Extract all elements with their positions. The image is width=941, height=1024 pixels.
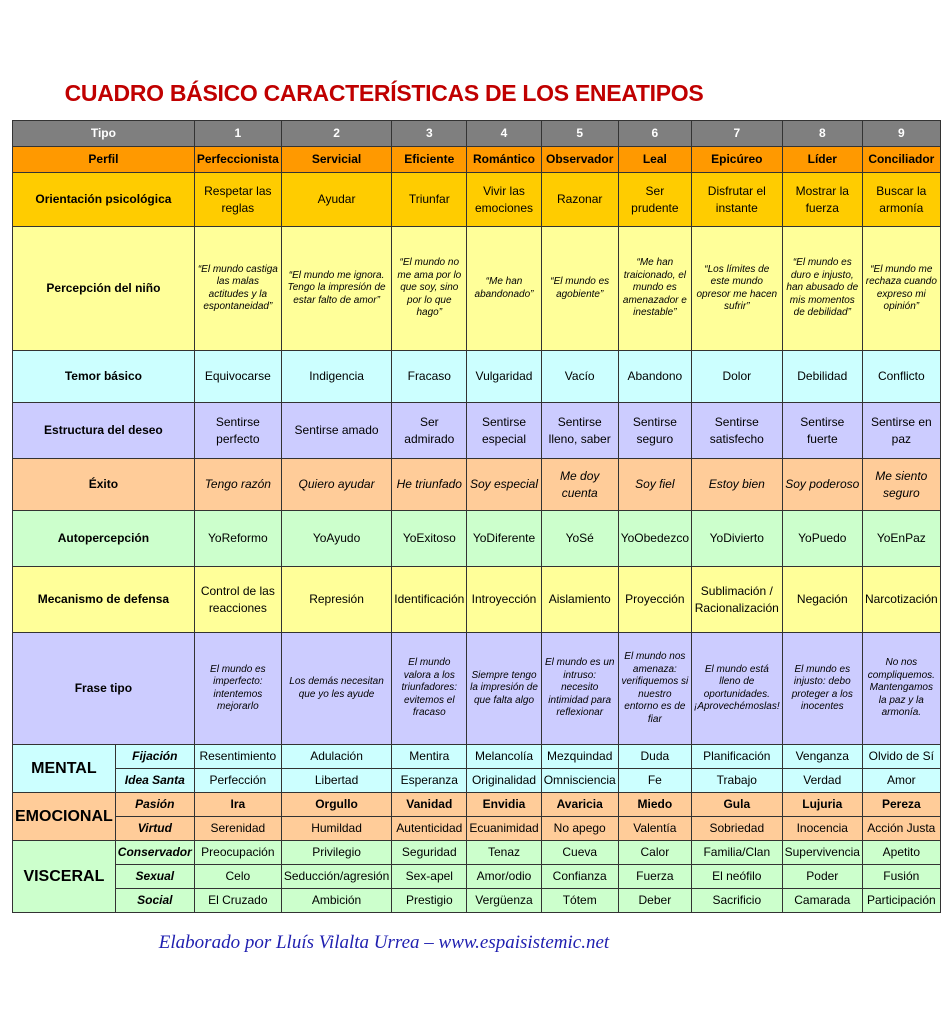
cell-estructura-deseo-type-2: Sentirse amado: [281, 403, 391, 459]
cell-mecanismo-defensa-type-6: Proyección: [618, 567, 691, 633]
cell-perfil-type-7: Epicúreo: [692, 147, 783, 173]
cell-mecanismo-defensa-type-4: Introyección: [467, 567, 541, 633]
cell-visceral-3-type-2: Ambición: [281, 889, 391, 913]
row-label-tipo: Tipo: [13, 121, 195, 147]
cell-percepcion-nino-type-3: “El mundo no me ama por lo que soy, sino por lo que hago”: [392, 227, 467, 351]
cell-emocional-2-type-5: No apego: [541, 817, 618, 841]
cell-mecanismo-defensa-type-2: Represión: [281, 567, 391, 633]
cell-visceral-3-type-9: Participación: [862, 889, 940, 913]
cell-mental-2-type-8: Verdad: [782, 769, 862, 793]
cell-exito-type-7: Estoy bien: [692, 459, 783, 511]
cell-tipo-type-5: 5: [541, 121, 618, 147]
row-mental-2: [13, 769, 941, 793]
cell-visceral-3-type-6: Deber: [618, 889, 691, 913]
cell-exito-type-1: Tengo razón: [194, 459, 281, 511]
cell-visceral-2-type-4: Amor/odio: [467, 865, 541, 889]
cell-perfil-type-4: Romántico: [467, 147, 541, 173]
row-exito: [13, 459, 941, 511]
cell-exito-type-8: Soy poderoso: [782, 459, 862, 511]
sub-label-visceral-2: Sexual: [115, 865, 194, 889]
document-title: CUADRO BÁSICO CARACTERÍSTICAS DE LOS ENEATIPOS: [64, 80, 704, 106]
eneatipos-table: [12, 120, 941, 913]
cell-emocional-1-type-7: Gula: [692, 793, 783, 817]
cell-autopercepcion-type-9: YoEnPaz: [862, 511, 940, 567]
author-credit: Elaborado por Lluís Vilalta Urrea – www.espaisistemic.net: [158, 932, 610, 953]
cell-visceral-1-type-5: Cueva: [541, 841, 618, 865]
cell-orientacion-type-5: Razonar: [541, 173, 618, 227]
cell-autopercepcion-type-2: YoAyudo: [281, 511, 391, 567]
row-visceral-3: [13, 889, 941, 913]
cell-perfil-type-1: Perfeccionista: [194, 147, 281, 173]
cell-percepcion-nino-type-7: “Los límites de este mundo opresor me hacen sufrir”: [692, 227, 783, 351]
cell-frase-tipo-type-8: El mundo es injusto: debo proteger a los inocentes: [782, 633, 862, 745]
cell-temor-basico-type-8: Debilidad: [782, 351, 862, 403]
cell-temor-basico-type-1: Equivocarse: [194, 351, 281, 403]
row-label-frase-tipo: Frase tipo: [13, 633, 195, 745]
cell-temor-basico-type-5: Vacío: [541, 351, 618, 403]
cell-tipo-type-7: 7: [692, 121, 783, 147]
cell-mental-2-type-7: Trabajo: [692, 769, 783, 793]
sub-label-visceral-3: Social: [115, 889, 194, 913]
cell-mental-2-type-6: Fe: [618, 769, 691, 793]
cell-percepcion-nino-type-2: “El mundo me ignora. Tengo la impresión de estar falto de amor”: [281, 227, 391, 351]
cell-visceral-3-type-5: Tótem: [541, 889, 618, 913]
cell-perfil-type-9: Conciliador: [862, 147, 940, 173]
cell-exito-type-3: He triunfado: [392, 459, 467, 511]
cell-mecanismo-defensa-type-9: Narcotización: [862, 567, 940, 633]
cell-mental-2-type-9: Amor: [862, 769, 940, 793]
cell-exito-type-2: Quiero ayudar: [281, 459, 391, 511]
sub-label-emocional-1: Pasión: [115, 793, 194, 817]
cell-estructura-deseo-type-8: Sentirse fuerte: [782, 403, 862, 459]
cell-emocional-1-type-8: Lujuria: [782, 793, 862, 817]
row-autopercepcion: [13, 511, 941, 567]
row-visceral-1: [13, 841, 941, 865]
cell-visceral-2-type-5: Confianza: [541, 865, 618, 889]
cell-tipo-type-3: 3: [392, 121, 467, 147]
row-emocional-1: [13, 793, 941, 817]
cell-orientacion-type-8: Mostrar la fuerza: [782, 173, 862, 227]
row-label-perfil: Perfil: [13, 147, 195, 173]
cell-estructura-deseo-type-3: Ser admirado: [392, 403, 467, 459]
cell-percepcion-nino-type-9: “El mundo me rechaza cuando expreso mi opinión”: [862, 227, 940, 351]
cell-mecanismo-defensa-type-8: Negación: [782, 567, 862, 633]
cell-exito-type-6: Soy fiel: [618, 459, 691, 511]
cell-percepcion-nino-type-4: “Me han abandonado”: [467, 227, 541, 351]
cell-estructura-deseo-type-6: Sentirse seguro: [618, 403, 691, 459]
sub-label-emocional-2: Virtud: [115, 817, 194, 841]
cell-mental-1-type-4: Melancolía: [467, 745, 541, 769]
group-label-visceral: VISCERAL: [13, 841, 116, 913]
cell-mental-1-type-6: Duda: [618, 745, 691, 769]
cell-mental-1-type-2: Adulación: [281, 745, 391, 769]
cell-temor-basico-type-6: Abandono: [618, 351, 691, 403]
cell-temor-basico-type-7: Dolor: [692, 351, 783, 403]
cell-autopercepcion-type-6: YoObedezco: [618, 511, 691, 567]
cell-visceral-1-type-1: Preocupación: [194, 841, 281, 865]
cell-emocional-2-type-3: Autenticidad: [392, 817, 467, 841]
cell-tipo-type-1: 1: [194, 121, 281, 147]
cell-mecanismo-defensa-type-7: Sublimación / Racionalización: [692, 567, 783, 633]
cell-visceral-1-type-7: Familia/Clan: [692, 841, 783, 865]
cell-emocional-1-type-2: Orgullo: [281, 793, 391, 817]
cell-orientacion-type-4: Vivir las emociones: [467, 173, 541, 227]
cell-emocional-2-type-9: Acción Justa: [862, 817, 940, 841]
cell-visceral-2-type-9: Fusión: [862, 865, 940, 889]
cell-exito-type-5: Me doy cuenta: [541, 459, 618, 511]
cell-emocional-1-type-9: Pereza: [862, 793, 940, 817]
cell-autopercepcion-type-3: YoExitoso: [392, 511, 467, 567]
cell-temor-basico-type-9: Conflicto: [862, 351, 940, 403]
sub-label-mental-2: Idea Santa: [115, 769, 194, 793]
cell-visceral-3-type-3: Prestigio: [392, 889, 467, 913]
cell-percepcion-nino-type-6: “Me han traicionado, el mundo es amenazador e inestable”: [618, 227, 691, 351]
row-tipo: [13, 121, 941, 147]
cell-mecanismo-defensa-type-3: Identificación: [392, 567, 467, 633]
cell-emocional-2-type-1: Serenidad: [194, 817, 281, 841]
sub-label-mental-1: Fijación: [115, 745, 194, 769]
cell-temor-basico-type-2: Indigencia: [281, 351, 391, 403]
row-label-percepcion-nino: Percepción del niño: [13, 227, 195, 351]
cell-frase-tipo-type-7: El mundo está lleno de oportunidades. ¡Aprovechémoslas!: [692, 633, 783, 745]
cell-visceral-1-type-2: Privilegio: [281, 841, 391, 865]
cell-emocional-2-type-4: Ecuanimidad: [467, 817, 541, 841]
cell-perfil-type-3: Eficiente: [392, 147, 467, 173]
cell-estructura-deseo-type-7: Sentirse satisfecho: [692, 403, 783, 459]
cell-tipo-type-8: 8: [782, 121, 862, 147]
cell-estructura-deseo-type-9: Sentirse en paz: [862, 403, 940, 459]
cell-mental-2-type-2: Libertad: [281, 769, 391, 793]
row-label-temor-basico: Temor básico: [13, 351, 195, 403]
group-label-emocional: EMOCIONAL: [13, 793, 116, 841]
cell-visceral-2-type-6: Fuerza: [618, 865, 691, 889]
cell-emocional-2-type-6: Valentía: [618, 817, 691, 841]
cell-visceral-3-type-8: Camarada: [782, 889, 862, 913]
cell-mental-2-type-3: Esperanza: [392, 769, 467, 793]
cell-estructura-deseo-type-1: Sentirse perfecto: [194, 403, 281, 459]
cell-percepcion-nino-type-1: “El mundo castiga las malas actitudes y la espontaneidad”: [194, 227, 281, 351]
row-emocional-2: [13, 817, 941, 841]
cell-emocional-1-type-6: Miedo: [618, 793, 691, 817]
cell-emocional-2-type-7: Sobriedad: [692, 817, 783, 841]
cell-temor-basico-type-4: Vulgaridad: [467, 351, 541, 403]
cell-perfil-type-5: Observador: [541, 147, 618, 173]
cell-tipo-type-4: 4: [467, 121, 541, 147]
cell-emocional-1-type-1: Ira: [194, 793, 281, 817]
cell-emocional-2-type-8: Inocencia: [782, 817, 862, 841]
cell-orientacion-type-2: Ayudar: [281, 173, 391, 227]
cell-autopercepcion-type-7: YoDivierto: [692, 511, 783, 567]
cell-frase-tipo-type-6: El mundo nos amenaza: verifiquemos si nuestro entorno es de fiar: [618, 633, 691, 745]
cell-percepcion-nino-type-5: “El mundo es agobiente”: [541, 227, 618, 351]
cell-tipo-type-6: 6: [618, 121, 691, 147]
cell-visceral-2-type-8: Poder: [782, 865, 862, 889]
cell-exito-type-9: Me siento seguro: [862, 459, 940, 511]
row-orientacion: [13, 173, 941, 227]
cell-mecanismo-defensa-type-5: Aislamiento: [541, 567, 618, 633]
cell-visceral-3-type-7: Sacrificio: [692, 889, 783, 913]
cell-mental-1-type-8: Venganza: [782, 745, 862, 769]
cell-perfil-type-8: Líder: [782, 147, 862, 173]
cell-emocional-1-type-3: Vanidad: [392, 793, 467, 817]
cell-estructura-deseo-type-5: Sentirse lleno, saber: [541, 403, 618, 459]
cell-frase-tipo-type-2: Los demás necesitan que yo les ayude: [281, 633, 391, 745]
cell-autopercepcion-type-1: YoReformo: [194, 511, 281, 567]
row-frase-tipo: [13, 633, 941, 745]
cell-temor-basico-type-3: Fracaso: [392, 351, 467, 403]
row-perfil: [13, 147, 941, 173]
row-label-orientacion: Orientación psicológica: [13, 173, 195, 227]
cell-visceral-2-type-2: Seducción/agresión: [281, 865, 391, 889]
cell-orientacion-type-3: Triunfar: [392, 173, 467, 227]
cell-visceral-1-type-6: Calor: [618, 841, 691, 865]
cell-frase-tipo-type-4: Siempre tengo la impresión de que falta algo: [467, 633, 541, 745]
group-label-mental: MENTAL: [13, 745, 116, 793]
cell-perfil-type-6: Leal: [618, 147, 691, 173]
cell-perfil-type-2: Servicial: [281, 147, 391, 173]
cell-visceral-2-type-3: Sex-apel: [392, 865, 467, 889]
cell-percepcion-nino-type-8: “El mundo es duro e injusto, han abusado de mis momentos de debilidad”: [782, 227, 862, 351]
cell-visceral-2-type-7: El neófilo: [692, 865, 783, 889]
cell-orientacion-type-1: Respetar las reglas: [194, 173, 281, 227]
cell-visceral-3-type-4: Vergüenza: [467, 889, 541, 913]
cell-orientacion-type-9: Buscar la armonía: [862, 173, 940, 227]
cell-mental-2-type-4: Originalidad: [467, 769, 541, 793]
cell-orientacion-type-6: Ser prudente: [618, 173, 691, 227]
cell-visceral-2-type-1: Celo: [194, 865, 281, 889]
cell-autopercepcion-type-8: YoPuedo: [782, 511, 862, 567]
row-mecanismo-defensa: [13, 567, 941, 633]
cell-visceral-1-type-3: Seguridad: [392, 841, 467, 865]
cell-mecanismo-defensa-type-1: Control de las reacciones: [194, 567, 281, 633]
cell-mental-1-type-9: Olvido de Sí: [862, 745, 940, 769]
row-percepcion-nino: [13, 227, 941, 351]
cell-tipo-type-9: 9: [862, 121, 940, 147]
sub-label-visceral-1: Conservador: [115, 841, 194, 865]
cell-mental-1-type-3: Mentira: [392, 745, 467, 769]
cell-visceral-1-type-9: Apetito: [862, 841, 940, 865]
cell-exito-type-4: Soy especial: [467, 459, 541, 511]
cell-visceral-3-type-1: El Cruzado: [194, 889, 281, 913]
cell-tipo-type-2: 2: [281, 121, 391, 147]
cell-frase-tipo-type-1: El mundo es imperfecto: intentemos mejorarlo: [194, 633, 281, 745]
row-temor-basico: [13, 351, 941, 403]
cell-autopercepcion-type-4: YoDiferente: [467, 511, 541, 567]
cell-autopercepcion-type-5: YoSé: [541, 511, 618, 567]
cell-orientacion-type-7: Disfrutar el instante: [692, 173, 783, 227]
cell-frase-tipo-type-5: El mundo es un intruso: necesito intimidad para reflexionar: [541, 633, 618, 745]
cell-visceral-1-type-8: Supervivencia: [782, 841, 862, 865]
cell-estructura-deseo-type-4: Sentirse especial: [467, 403, 541, 459]
cell-mental-1-type-7: Planificación: [692, 745, 783, 769]
cell-frase-tipo-type-9: No nos compliquemos. Mantengamos la paz y la armonía.: [862, 633, 940, 745]
cell-emocional-1-type-4: Envidia: [467, 793, 541, 817]
cell-mental-1-type-1: Resentimiento: [194, 745, 281, 769]
cell-emocional-1-type-5: Avaricia: [541, 793, 618, 817]
cell-emocional-2-type-2: Humildad: [281, 817, 391, 841]
row-label-mecanismo-defensa: Mecanismo de defensa: [13, 567, 195, 633]
cell-frase-tipo-type-3: El mundo valora a los triunfadores: evitemos el fracaso: [392, 633, 467, 745]
row-label-estructura-deseo: Estructura del deseo: [13, 403, 195, 459]
cell-mental-2-type-1: Perfección: [194, 769, 281, 793]
cell-mental-1-type-5: Mezquindad: [541, 745, 618, 769]
row-visceral-2: [13, 865, 941, 889]
row-estructura-deseo: [13, 403, 941, 459]
row-mental-1: [13, 745, 941, 769]
row-label-exito: Éxito: [13, 459, 195, 511]
row-label-autopercepcion: Autopercepción: [13, 511, 195, 567]
cell-visceral-1-type-4: Tenaz: [467, 841, 541, 865]
cell-mental-2-type-5: Omnisciencia: [541, 769, 618, 793]
